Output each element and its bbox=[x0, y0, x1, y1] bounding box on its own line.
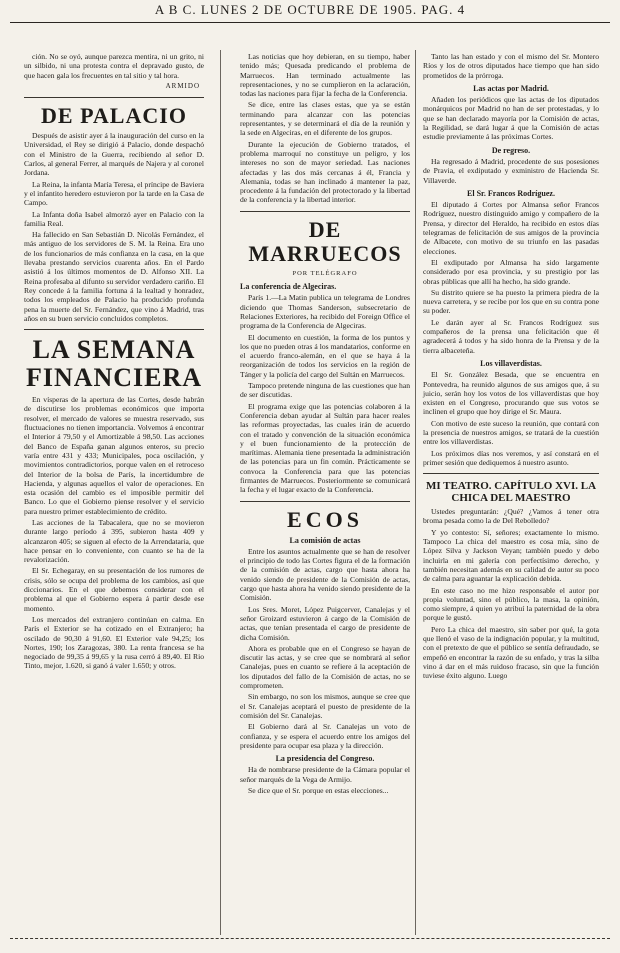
teatro-paragraph: En este caso no me hizo responsable el autor por propia voluntad, sino el público, la masa, la opinión, como siempre, á quien yo atribuí la paternidad de la obra porque le gustó. bbox=[423, 585, 599, 623]
regreso-subheading: De regreso. bbox=[491, 145, 531, 155]
divider bbox=[423, 473, 599, 474]
marruecos-subheading: La conferencia de Algeciras. bbox=[240, 282, 337, 292]
column-divider-1 bbox=[220, 50, 221, 935]
col2-paragraph: Las noticias que hoy debieran, en su tiempo, haber tenido más; Quesada predicando el problema de Marruecos. Han terminado actualmente las representaciones, y no se cumplieron en la aclaración, todas las naciones para fijar la fecha de la Conferencia. bbox=[240, 52, 410, 99]
francos-paragraph: Su distrito quiere se ha puesto la primera piedra de la nueva carretera, y se recibe por los que en su contra pone su poder. bbox=[423, 287, 599, 316]
teatro-heading: MI TEATRO. CAPÍTULO XVI. LA CHICA DEL MAESTRO bbox=[425, 480, 597, 505]
palacio-paragraph: Después de asistir ayer á la inauguración del curso en la Universidad, el Rey se dirigió á Palacio, donde despachó con el Ministro de la Guerra, recibiendo al señor D. Carlos, al general Ferrer, al marqués de Najera y al coronel Jordana. bbox=[24, 131, 204, 178]
ecos-paragraph: Ahora es probable que en el Congreso se hayan de discutir las actas, y se cree que se nombrará al señor Canalejas, pues en cuanto se refiere á la aceptación de los diputados del fallo de la Comisión de actas, no se comprometen. bbox=[240, 643, 410, 691]
palacio-paragraph: La Infanta doña Isabel almorzó ayer en Palacio con la familia Real. bbox=[24, 209, 204, 228]
francos-paragraph: El diputado á Cortes por Almansa señor Francos Rodríguez, nuestro distinguido amigo y compañero de la Prensa, y director del Heraldo, ha recibido en estos días telegramas de felicitación de sus amigos de la provincia de Albacete, con motivo de su triunfo en las pasadas elecciones. bbox=[423, 200, 599, 256]
villaverdistas-paragraph: Los próximos días nos veremos, y así constará en el primer sesión que dediquemos á nuestro asunto. bbox=[423, 448, 599, 467]
col2-paragraph: Se dice, entre las clases estas, que ya se están terminando para alcanzar con las potencias representantes, y se determinará el día de la reunión y la sede en Algeciras, en el diferente de los grupos. bbox=[240, 100, 410, 138]
col3-paragraph: Tanto las han estado y con el mismo del Sr. Montero Ríos y los de otros diputados hace tiempo que han sido prometidos de la prórroga. bbox=[423, 52, 599, 80]
column-2 bbox=[240, 52, 410, 797]
actas-subheading: Las actas por Madrid. bbox=[473, 83, 549, 93]
semana-paragraph: Los mercados del extranjero continúan en calma. En París el Exterior se ha cotizado en el Extranjero; ha oscilado de 90,30 á 91,60. El Exterior vale 94,25; los Nortes, 190; los Zaragozas, 380. La renta francesa se ha negociado de 99,35 á 99,65 y la rusa cerró á 89,40. El Rio Tinto, mejor, 1.620, si ganó á valer 1.650; y otros. bbox=[24, 614, 204, 671]
ecos-paragraph: El Gobierno dará al Sr. Canalejas un voto de confianza, y se espera el acuerdo entre los amigos del presidente para ocupar esa plaza y la dirección. bbox=[240, 722, 410, 750]
villaverdistas-paragraph: El Sr. González Besada, que se encuentra en Pontevedra, ha reunido algunos de sus amigos que, á su juicio, serán hoy los votos de los villaverdistas que hoy existen en el Congreso, procurando que sus votos se inclinen el grupo que hoy dirige el Sr. Maura. bbox=[423, 370, 599, 417]
teatro-paragraph: Ustedes preguntarán: ¿Qué? ¿Vamos á tener otra broma pesada como la de Del Rebolledo? bbox=[423, 507, 599, 526]
semana-paragraph: Las acciones de la Tabacalera, que no se movieron durante largo período á 395, subieron hasta 409 y alcanzaron 405; se siguen al efecto de la Arrendataria, que hace pensar en lo conveniente, con cuanto se ha de la revalorización. bbox=[24, 517, 204, 565]
teatro-paragraph: Y yo contesto: Sí, señores; exactamente lo mismo. Tampoco La chica del maestro es cosa mía, sino de López Silva y Jackson Veyan; también puedo y debo incluirla en mi galería con perfectísimo derecho, y también necesitan además en su calidad de autor su poco de calma para aguantar la explicación debida. bbox=[423, 527, 599, 584]
presidencia-paragraph: Se dice que el Sr. porque en estas elecciones... bbox=[248, 786, 389, 795]
divider bbox=[240, 501, 410, 502]
divider bbox=[24, 329, 204, 330]
ecos-subheading: La comisión de actas bbox=[289, 535, 361, 545]
column-divider-2 bbox=[415, 50, 416, 935]
col1-signature: ARMIDO bbox=[165, 81, 200, 90]
footer-rule bbox=[10, 938, 610, 943]
actas-paragraph: Añaden los periódicos que las actas de los diputados monárquicos por Madrid no han de ser protestadas, y lo que se han declarado mayoría por la Comisión de actas, la Regilidad, se dará lugar á que la Comisión de actas estudie previamente á las próximas Cortes. bbox=[423, 95, 599, 142]
marruecos-heading: DE MARRUECOS bbox=[248, 216, 402, 266]
ecos-paragraph: Los Sres. Moret, López Puigcerver, Canalejas y el señor Groizard estuvieron á cargo de la Comisión de actas, que tenían presentada el cargo de presidente de dicha Comisión. bbox=[240, 604, 410, 642]
page-header: A B C. LUNES 2 DE OCTUBRE DE 1905. PAG. 4 bbox=[154, 2, 466, 17]
semana-paragraph: En vísperas de la apertura de las Cortes, desde habrán de discutirse los problemas económicos que importa resolver, el mercado de valores se muestra reservado, sus fluctuaciones no tienen importancia. Volvemos á encontrar el Interior á 79,50 y el Amortizable á 98,50. Las acciones del Banco de España ganan algunos enteros, su precio varía entre 431 y 433; Municipales, poca oscilación, y movimientos contradictorios, porque valen en el retroceso del Interior de la bolsa de París, la incertidumbre de Hacienda, y algunas aquellos el valor de operaciones. En esta ocasión del cambio es el imposible permitir del Banco. Lo que el Gobierno piense resolver y el servicio para nuestro primer establecimiento de crédito. bbox=[24, 395, 204, 516]
col1-intro: ción. No se oyó, aunque parezca mentira, ni un grito, ni un silbido, ni una protesta contra el depravado gusto, de que hacen gala los frecuentes en tal sitio y tal hora. bbox=[24, 52, 204, 80]
ecos-paragraph: Sin embargo, no son los mismos, aunque se cree que el Sr. Canalejas aceptará el puesto de presidente de la comisión del Sr. Canalejas. bbox=[240, 692, 410, 720]
francos-paragraph: Le darán ayer al Sr. Francos Rodríguez sus compañeros de la prensa una felicitación que él agradecerá á todos y ha sido honra de la Prensa y de la tierra albaceteña. bbox=[423, 317, 599, 355]
ecos-heading: ECOS bbox=[287, 506, 363, 532]
semana-paragraph: El Sr. Echegaray, en su presentación de los rumores de crisis, sólo se ocupa del problema de los cambios, así que diccionarios. En el que debemos considerar con el problema al que el Gobierno espera á partir desde ese momento. bbox=[24, 566, 204, 613]
marruecos-paragraph: El documento en cuestión, la forma de los puntos y los que no pueden otras á los mandatarios, conforme en el acuerdo franco-alemán, en el que se haya á la reorganización de todos los servicios en la región de Tánger y la policía del cargo del Sultán en Marruecos. bbox=[240, 332, 410, 379]
francos-subheading: El Sr. Francos Rodríguez. bbox=[467, 188, 555, 198]
header-rule bbox=[10, 22, 610, 23]
column-3 bbox=[423, 52, 599, 683]
villaverdistas-subheading: Los villaverdistas. bbox=[480, 358, 542, 368]
regreso-paragraph: Ha regresado á Madrid, procedente de sus posesiones de Pravia, el exdiputado y exministro de Hacienda Sr. Villaverde. bbox=[423, 156, 599, 185]
marruecos-paragraph: París 1.—La Matin publica un telegrama de Londres diciendo que Thomas Sanderson, subsecretario de Relaciones Exteriores, ha recibido del Foreign Office el programa de la Conferencia de Algeciras. bbox=[240, 293, 410, 331]
semana-heading: LA SEMANA FINANCIERA bbox=[25, 335, 203, 393]
palacio-paragraph: La Reina, la infanta María Teresa, el príncipe de Baviera y el infantito heredero estuvieron por la tarde en la Casa de Campo. bbox=[24, 179, 205, 208]
palacio-paragraph: Ha fallecido en San Sebastián D. Nicolás Fernández, el más antiguo de los servidores de S. M. la Reina. Era uno de los funcionarios de más confianza en la casa, en la que llevaba prestando servicios cuarenta años. En el Pardo asistió á los últimos momentos de D. Alfonso XII. La Reina profesaba al difunto su servidor verdadero cariño. El Rey concede á la familia fortuna á la lealtad y honradez, todos los empleados de Palacio ha producido profunda pena la muerte del Sr. Fernández, que vino á Madrid, tras años en su buen servicio concluidos completos. bbox=[24, 230, 204, 323]
column-1 bbox=[24, 52, 204, 673]
divider bbox=[240, 211, 410, 212]
ecos-paragraph: Entre los asuntos actualmente que se han de resolver el principio de todo las Cortes figura el de la formación de la comisión de actas, cargo que hasta ahora ha venido siendo de presidente de la Comisión de actas, cargo que hasta ahora ha venido siendo presidente de la Comisión. bbox=[240, 546, 410, 603]
teatro-paragraph: Pero La chica del maestro, sin saber por qué, la gota que llenó el vaso de la indignación popular, y la multitud, con el pretexto de que el público se sentía defraudado, se empeñó en encontrar la razón de su enfado, y tras la silba vino á dar en el más ruidoso fracaso, sin que la función tuviese éxito alguno. Luego bbox=[423, 624, 599, 681]
francos-paragraph: El exdiputado por Almansa ha sido largamente considerado por esa provincia, y su prestigio por las obras públicas que allí ha hecho, ha sido grande. bbox=[423, 257, 599, 286]
presidencia-paragraph: Ha de nombrarse presidente de la Cámara popular el señor marqués de la Vega de Armijo. bbox=[240, 765, 410, 784]
villaverdistas-paragraph: Con motivo de este suceso la reunión, que contará con la presencia de nuestros amigos, se tratará de la cuestión entre los villaverdistas. bbox=[423, 418, 599, 447]
marruecos-paragraph: Tampoco pretende ninguna de las cuestiones que han de ser discutidas. bbox=[240, 381, 410, 400]
marruecos-byline: POR TELÉGRAFO bbox=[292, 269, 358, 277]
divider bbox=[24, 97, 204, 98]
col2-paragraph: Durante la ejecución de Gobierno tratados, el problema marroquí no constituye un peligro, y los intereses no son de mayor seriedad. Las naciones afectadas y las dos más cercanas á él, Francia y Alemania, todas se han inclinado á mantener la paz, procedente á la fundación del protectorado y la libertad de la conferencia y la libertad interior. bbox=[240, 139, 410, 205]
marruecos-paragraph: El programa exige que las potencias colaboren á la Conferencia deban ayudar al Sultán para hacer reales las reformas proyectadas, las cuales irán de acuerdo con el tratado y convención de la situación económica y el buen funcionamiento de la protección de marítimas. Alemania tiene presentada la administración de las potencias para un fin común. Prácticamente se convoca la Conferencia para que las potencias firmantes de Marruecos. Posteriormente se comunicará la fecha y el lugar exacto de la Conferencia. bbox=[240, 401, 410, 495]
palacio-heading: DE PALACIO bbox=[41, 103, 187, 129]
presidencia-subheading: La presidencia del Congreso. bbox=[275, 754, 375, 764]
